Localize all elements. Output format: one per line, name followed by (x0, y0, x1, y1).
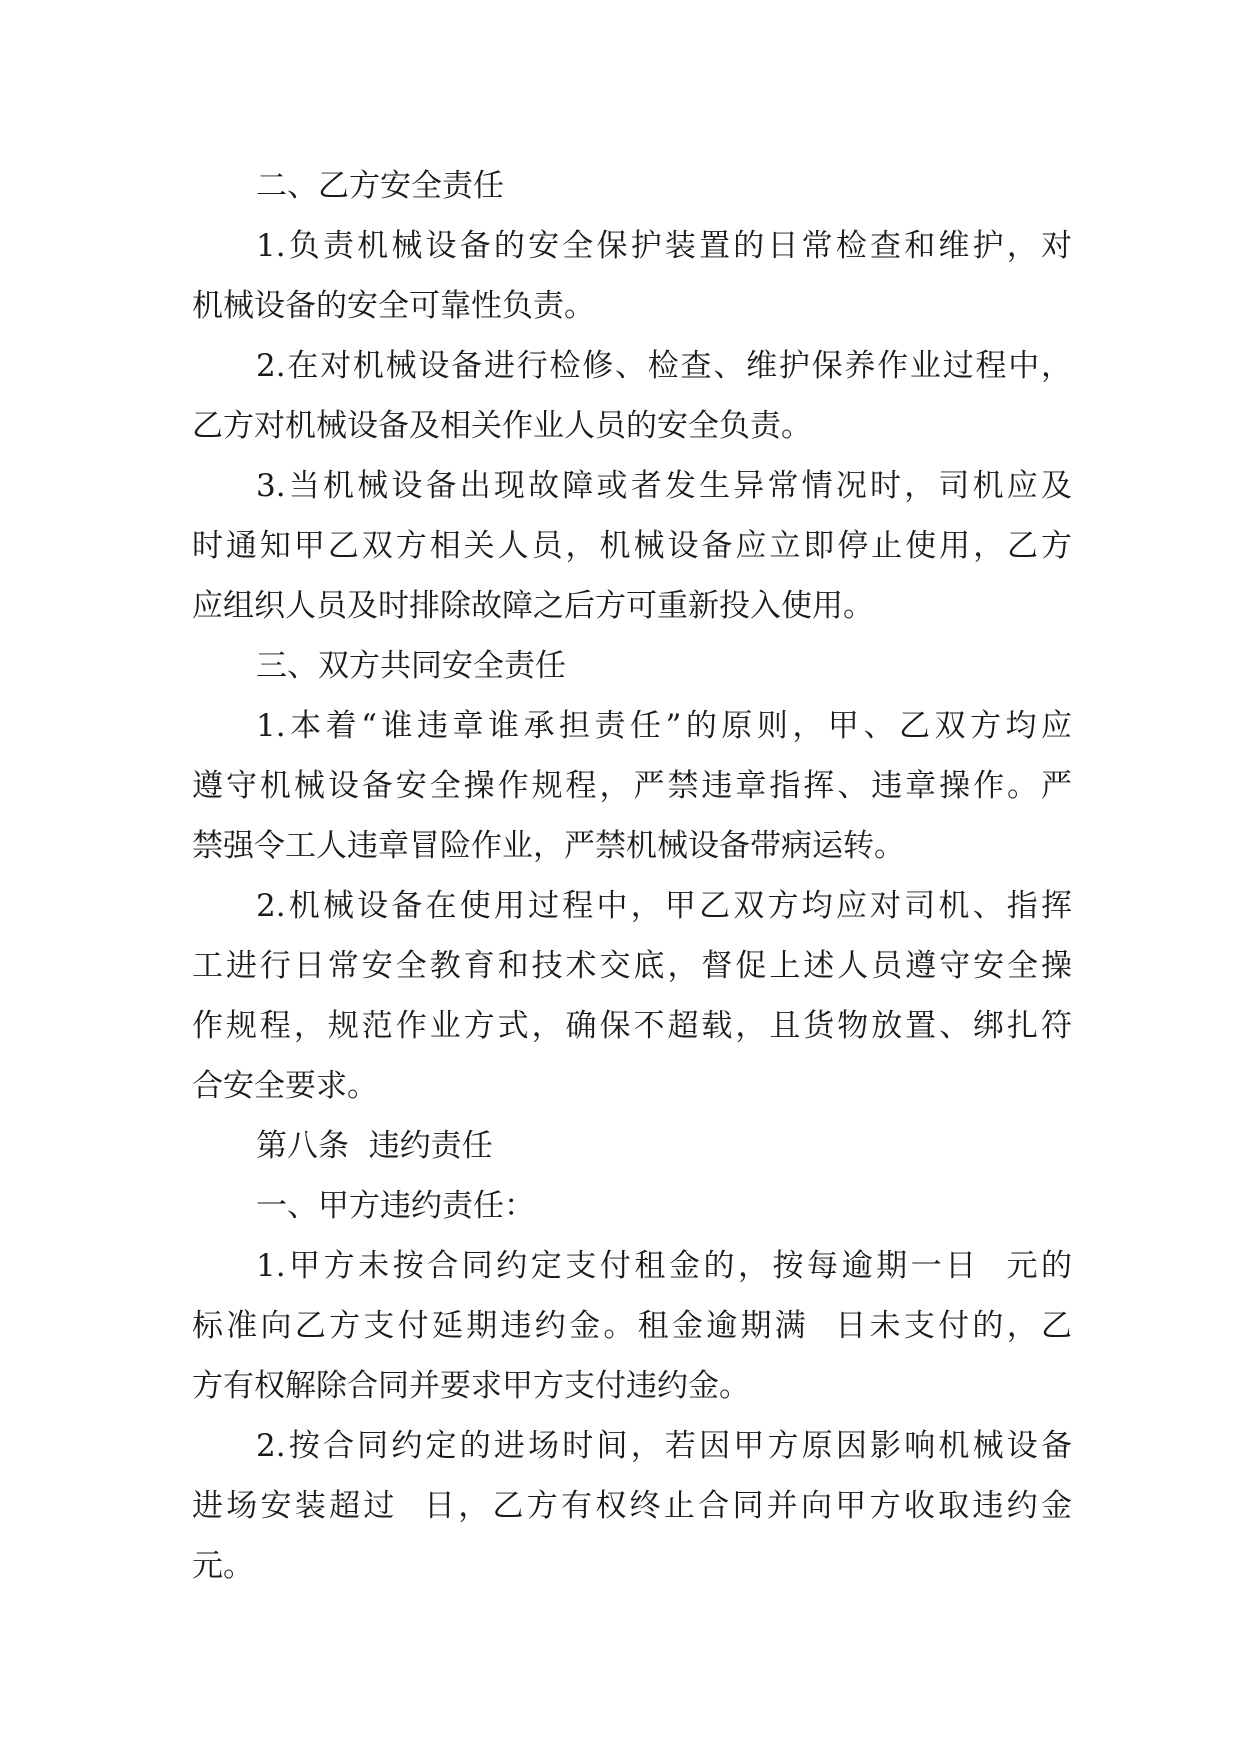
paragraph-line: 3.当机械设备出现故障或者发生异常情况时，司机应及 (256, 468, 1072, 504)
paragraph-line: 1.本着“谁违章谁承担责任”的原则，甲、乙双方均应 (256, 708, 1072, 744)
paragraph-line: 2.机械设备在使用过程中，甲乙双方均应对司机、指挥 (256, 888, 1072, 924)
paragraph-line: 2.在对机械设备进行检修、检查、维护保养作业过程中， (256, 348, 1072, 384)
paragraph-line: 标准向乙方支付延期违约金。租金逾期满 日未支付的，乙 (192, 1308, 1072, 1344)
paragraph-line: 1.负责机械设备的安全保护装置的日常检查和维护，对 (256, 228, 1072, 264)
paragraph-line: 时通知甲乙双方相关人员，机械设备应立即停止使用，乙方 (192, 528, 1072, 564)
paragraph-line: 元。 (192, 1548, 254, 1584)
paragraph-line: 作规程，规范作业方式，确保不超载，且货物放置、绑扎符 (192, 1008, 1072, 1044)
section-heading: 一、甲方违约责任： (256, 1188, 535, 1224)
paragraph-line: 禁强令工人违章冒险作业，严禁机械设备带病运转。 (192, 828, 905, 864)
article-heading: 第八条 违约责任 (256, 1128, 493, 1164)
paragraph-line: 应组织人员及时排除故障之后方可重新投入使用。 (192, 588, 874, 624)
section-heading: 二、乙方安全责任 (256, 168, 504, 204)
paragraph-line: 遵守机械设备安全操作规程，严禁违章指挥、违章操作。严 (192, 768, 1072, 804)
paragraph-line: 方有权解除合同并要求甲方支付违约金。 (192, 1368, 750, 1404)
paragraph-line: 1.甲方未按合同约定支付租金的，按每逾期一日 元的 (256, 1248, 1072, 1284)
paragraph-line: 机械设备的安全可靠性负责。 (192, 288, 595, 324)
paragraph-line: 乙方对机械设备及相关作业人员的安全负责。 (192, 408, 812, 444)
paragraph-line: 合安全要求。 (192, 1068, 378, 1104)
paragraph-line: 工进行日常安全教育和技术交底，督促上述人员遵守安全操 (192, 948, 1072, 984)
paragraph-line: 进场安装超过 日，乙方有权终止合同并向甲方收取违约金 (192, 1488, 1072, 1524)
section-heading: 三、双方共同安全责任 (256, 648, 566, 684)
paragraph-line: 2.按合同约定的进场时间，若因甲方原因影响机械设备 (256, 1428, 1072, 1464)
